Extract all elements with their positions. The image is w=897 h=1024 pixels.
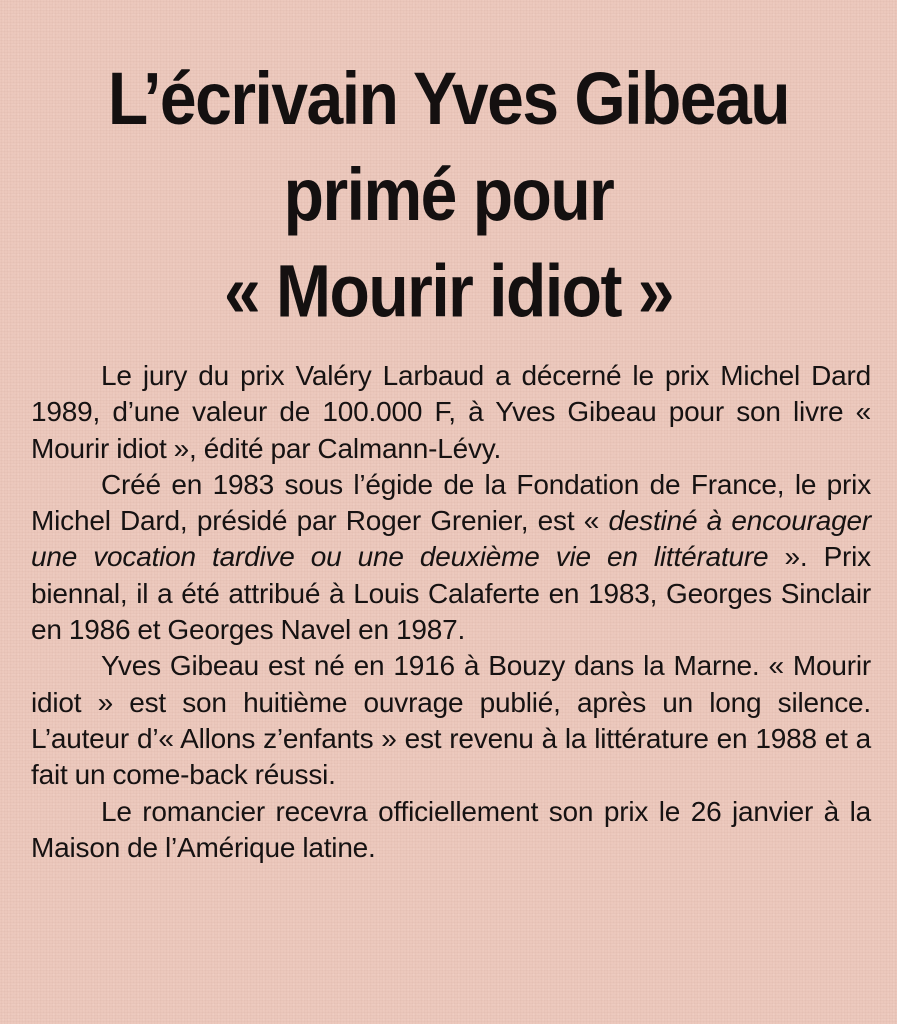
paragraph-2 (31, 467, 871, 648)
headline-line-1: L’écrivain Yves Gibeau (107, 56, 790, 140)
paragraph-3: Yves Gibeau est né en 1916 à Bouzy dans la Marne. « Mourir idiot » est son huitième ouvrage publié, après un long silence. L’auteur d’« Allons z’enfants » est revenu à la littérature en 1988 et a fait un come-back réussi. (31, 650, 871, 791)
paragraph-2-intro: Créé en 1983 sous l’égide de la Fondation de France, le prix Michel Dard, présidé par Roger Grenier, est « (31, 468, 871, 537)
paragraph-1: Le jury du prix Valéry Larbaud a décerné le prix Michel Dard 1989, d’une valeur de 100.000 F, à Yves Gibeau pour son livre « Mourir idiot », édité par Calmann-Lévy. (31, 360, 871, 464)
paragraph-2-quote: destiné à encourager une vocation tardive ou une deuxième vie en littérature (31, 505, 871, 573)
article-headline (0, 50, 897, 339)
paragraph-2-rest: ». Prix biennal, il a été attribué à Louis Calaferte en 1983, Georges Sinclair en 1986 et Georges Navel en 1987. (31, 541, 871, 646)
headline-line-2: primé pour (283, 153, 614, 236)
headline-line-3: « Mourir idiot » (223, 249, 674, 333)
paragraph-4: Le romancier recevra officiellement son prix le 26 janvier à la Maison de l’Amérique latine. (31, 795, 871, 863)
article-body (31, 358, 871, 866)
